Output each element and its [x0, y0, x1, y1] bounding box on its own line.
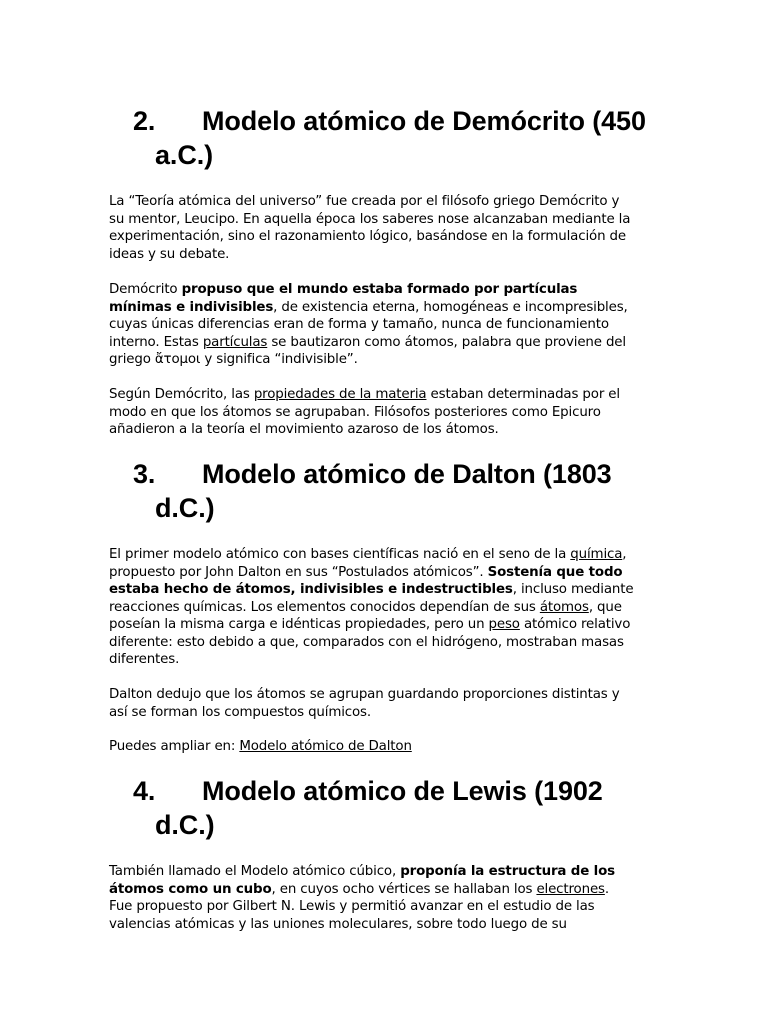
- text-run: El primer modelo atómico con bases científicas nació en el seno de la: [109, 547, 571, 562]
- text-line: ideas y su debate.: [109, 246, 230, 262]
- text-line: así se forman los compuestos químicos.: [109, 704, 371, 720]
- link-peso[interactable]: peso: [488, 617, 520, 632]
- section-number: 3.: [133, 459, 156, 489]
- text-line: cuyas únicas diferencias eran de forma y tamaño, nunca de funcionamiento: [109, 317, 609, 332]
- text-run: propuesto por John Dalton en sus “Postulados atómicos”.: [109, 564, 488, 580]
- text-line: [109, 299, 654, 317]
- bold-text: propuso que el mundo estaba formado por partículas: [181, 282, 578, 297]
- text-line: [109, 386, 654, 404]
- paragraph-read-more: [109, 738, 654, 756]
- bold-text: Sostenía que todo: [487, 564, 623, 580]
- link-atomos[interactable]: átomos: [539, 599, 589, 615]
- text-run: reacciones químicas. Los elementos conocidos dependían de sus: [109, 599, 540, 615]
- section-title-line1: Modelo atómico de Lewis (1902: [202, 776, 603, 806]
- bold-text: átomos como un cubo: [109, 881, 272, 897]
- section-title-line1: Modelo atómico de Dalton (1803: [202, 459, 612, 489]
- text-run: Según Demócrito, las: [109, 387, 254, 402]
- text-line: su mentor, Leucipo. En aquella época los saberes nose alcanzaban mediante la: [109, 211, 631, 227]
- text-line: Fue propuesto por Gilbert N. Lewis y permitió avanzar en el estudio de las: [109, 899, 595, 914]
- text-line: experimentación, sino el razonamiento lógico, basándose en la formulación de: [109, 229, 626, 244]
- section-title-line2: d.C.): [155, 493, 215, 523]
- text-run: .: [604, 881, 609, 897]
- text-line: [109, 738, 654, 756]
- section-heading-lewis: [133, 774, 693, 842]
- link-propiedades-materia[interactable]: propiedades de la materia: [253, 387, 427, 402]
- text-line: Dalton dedujo que los átomos se agrupan guardando proporciones distintas y: [109, 687, 620, 702]
- text-run: , incluso mediante: [512, 582, 634, 597]
- text-run: , en cuyos ocho vértices se hallaban los: [271, 881, 537, 897]
- text-run: poseían la misma carga e idénticas propiedades, pero un: [109, 617, 489, 632]
- text-line: [109, 616, 654, 634]
- section-heading-dalton: [133, 457, 693, 525]
- link-quimica[interactable]: química: [570, 547, 623, 562]
- text-line: griego ἄτομοι y significa “indivisible”.: [109, 352, 358, 367]
- link-particulas[interactable]: partículas: [202, 334, 268, 350]
- bold-text: proponía la estructura de los: [400, 864, 615, 879]
- link-electrones[interactable]: electrones: [536, 881, 605, 897]
- paragraph-particles: [109, 281, 654, 369]
- section-number: 2.: [133, 106, 156, 136]
- bold-text: estaba hecho de átomos, indivisibles e indestructibles: [109, 582, 513, 597]
- text-line: [109, 281, 654, 299]
- section-number: 4.: [133, 776, 156, 806]
- text-line: añadieron a la teoría el movimiento azaroso de los átomos.: [109, 422, 499, 437]
- text-line: [109, 599, 654, 617]
- paragraph-compounds: [109, 686, 654, 721]
- text-run: Puedes ampliar en:: [109, 739, 240, 754]
- text-run: También llamado el Modelo atómico cúbico,: [109, 864, 401, 879]
- text-line: [109, 546, 654, 564]
- section-title-line1: Modelo atómico de Demócrito (450: [202, 106, 646, 136]
- text-run: , que: [588, 599, 622, 615]
- text-run: estaban determinadas por el: [426, 387, 620, 402]
- section-title-line2: a.C.): [155, 140, 214, 170]
- link-modelo-atomico-dalton[interactable]: Modelo atómico de Dalton: [239, 739, 412, 754]
- text-line: [109, 334, 654, 352]
- text-line: La “Teoría atómica del universo” fue creada por el filósofo griego Demócrito y: [109, 194, 620, 209]
- section-title-line2: d.C.): [155, 810, 215, 840]
- bold-text: mínimas e indivisibles: [109, 299, 274, 315]
- text-run: atómico relativo: [519, 617, 631, 632]
- text-line: [109, 581, 654, 599]
- text-line: [109, 881, 654, 899]
- section-heading-democrito: [133, 104, 693, 172]
- text-line: valencias atómicas y las uniones moleculares, sobre todo luego de su: [109, 916, 567, 932]
- paragraph-lewis-model: [109, 863, 654, 933]
- text-line: diferentes.: [109, 652, 180, 667]
- paragraph-dalton-model: [109, 546, 654, 669]
- paragraph-properties: [109, 386, 654, 439]
- text-run: se bautizaron como átomos, palabra que proviene del: [267, 334, 626, 350]
- text-line: diferente: esto debido a que, comparados con el hidrógeno, mostraban masas: [109, 634, 624, 650]
- text-line: modo en que los átomos se agrupaban. Filósofos posteriores como Epicuro: [109, 404, 601, 420]
- text-run: Demócrito: [109, 282, 182, 297]
- text-run: interno. Estas: [109, 334, 203, 350]
- text-line: [109, 863, 654, 881]
- text-run: ,: [622, 547, 627, 562]
- paragraph-intro-democrito: [109, 193, 654, 263]
- text-run: , de existencia eterna, homogéneas e incompresibles,: [273, 299, 628, 315]
- text-line: [109, 564, 654, 582]
